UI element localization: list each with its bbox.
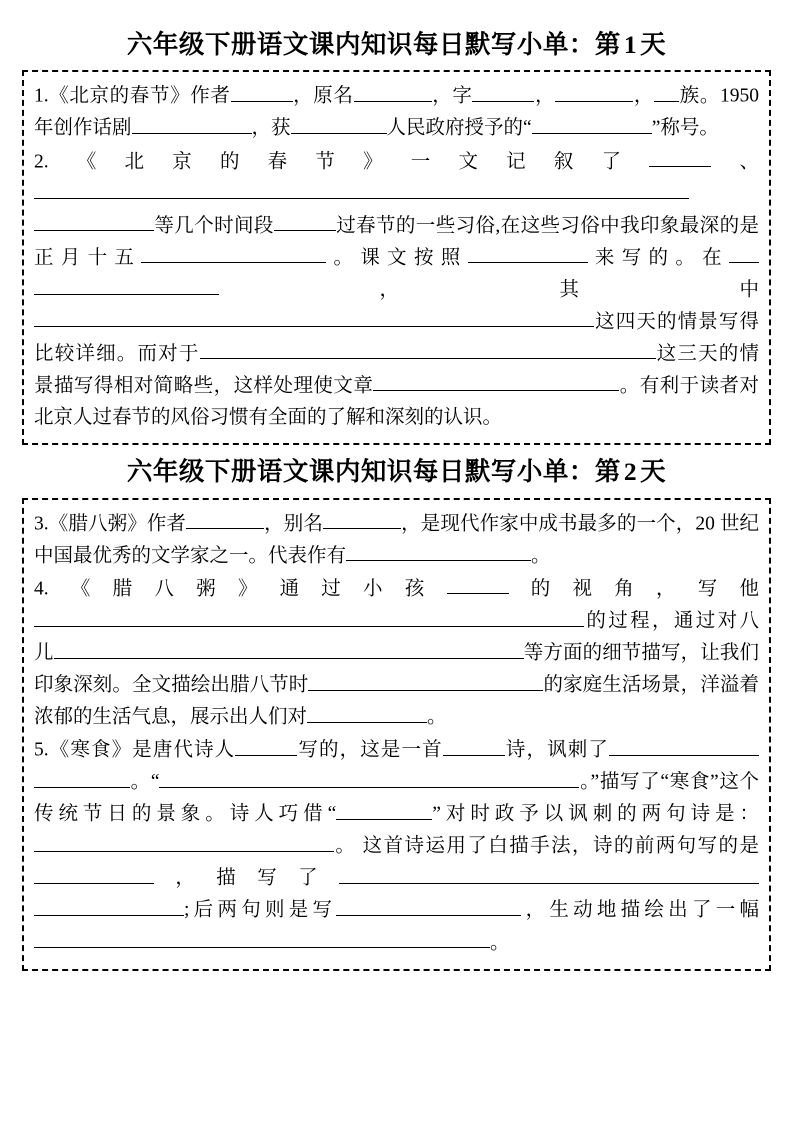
question-2-part-5: 来写的。在 — [587, 247, 729, 269]
blank[interactable] — [235, 734, 297, 755]
section-title-day-suffix: 天 — [640, 457, 667, 487]
blank[interactable] — [34, 766, 130, 787]
blank[interactable] — [654, 80, 679, 101]
section-title-day-label: 第 — [594, 30, 621, 59]
blank[interactable] — [554, 605, 584, 626]
question-2-part-3: 过春节的一些习俗,在这些习俗中我印象最深的是正月十五 — [34, 215, 759, 269]
section-day-1 — [22, 22, 771, 445]
blank[interactable] — [336, 894, 521, 915]
question-5-number: 5. — [34, 739, 49, 761]
question-2-part-1: 、 — [711, 150, 759, 172]
question-5 — [34, 734, 759, 958]
question-2-part-6: ，其中 — [219, 279, 759, 301]
question-3-number: 3. — [34, 513, 49, 535]
blank[interactable] — [34, 830, 334, 851]
blank[interactable] — [373, 370, 523, 391]
blank[interactable] — [132, 112, 252, 133]
blank[interactable] — [443, 734, 505, 755]
question-2-part-4: 。课文按照 — [326, 247, 468, 269]
question-1 — [34, 80, 759, 144]
question-1-part-7: 人民政府授予的“ — [386, 117, 532, 139]
blank[interactable] — [34, 894, 184, 915]
section-title-prefix: 六年级下册语文课内知识每日默写小单： — [126, 457, 595, 487]
question-3-part-1: ，别名 — [264, 513, 324, 535]
blank[interactable] — [141, 242, 326, 263]
section-title-prefix: 六年级下册语文课内知识每日默写小单： — [126, 30, 595, 59]
question-4-part-0: 《腊八粥》通过小孩 — [48, 578, 447, 600]
question-5-part-4: 。”描写了“寒食”这个传统节日的景象。诗人巧借“ — [34, 771, 759, 825]
section-title-day-number: 1 — [623, 30, 638, 59]
blank[interactable] — [34, 306, 594, 327]
blank[interactable] — [468, 242, 588, 263]
section-title-day-suffix: 天 — [640, 30, 667, 59]
question-5-part-2: 诗，讽刺了 — [504, 739, 609, 761]
blank[interactable] — [34, 605, 554, 626]
question-1-part-5: 族。1950 年创作话剧 — [34, 85, 759, 139]
question-1-part-8: ”称号。 — [651, 117, 719, 139]
question-4-part-4: 的家庭生活场景，洋溢着浓郁的生活气息，展示出人们对 — [34, 674, 759, 728]
blank[interactable] — [274, 210, 336, 231]
section-title-day-1 — [22, 22, 771, 70]
question-5-part-8: ;后两句则是写 — [184, 899, 337, 921]
blank[interactable] — [336, 798, 432, 819]
blank[interactable] — [308, 669, 543, 690]
blank[interactable] — [186, 508, 264, 529]
question-1-part-3: ， — [534, 85, 556, 107]
section-title-day-label: 第 — [594, 457, 621, 487]
blank[interactable] — [472, 80, 534, 101]
blank[interactable] — [200, 338, 560, 359]
question-2-part-8: 这三天的情景描写得相对简略些，这样处理使文章 — [34, 343, 759, 397]
question-5-part-6: 。 这首诗运用了白描手法，诗的前两句写的是 — [334, 835, 759, 857]
question-2-part-2: 等几个时间段 — [154, 215, 274, 237]
questions-box-day-1 — [22, 70, 771, 445]
question-5-part-7: ，描写了 — [154, 867, 339, 889]
blank[interactable] — [346, 540, 531, 561]
blank[interactable] — [54, 637, 524, 658]
question-2-part-7: 这四天的情景写得比较详细。而对于 — [34, 311, 759, 365]
question-2-part-0: 《北京的春节》一文记叙了 — [48, 150, 650, 172]
section-title-day-number: 2 — [623, 457, 638, 487]
section-title-day-2 — [22, 449, 771, 497]
question-1-part-4: ， — [633, 85, 655, 107]
blank[interactable] — [34, 274, 219, 295]
blank[interactable] — [609, 734, 759, 755]
question-1-part-2: ，字 — [431, 85, 473, 107]
blank[interactable] — [291, 112, 387, 133]
blank[interactable] — [231, 80, 293, 101]
blank[interactable] — [159, 766, 579, 787]
blank[interactable] — [34, 862, 154, 883]
blank[interactable] — [447, 573, 509, 594]
question-4-part-3: 等方面的细节描写，让我们印象深刻。全文描绘出腊八节时 — [34, 642, 759, 696]
question-5-part-3: 。“ — [130, 771, 160, 793]
question-5-part-0: 《寒食》是唐代诗人 — [48, 739, 236, 761]
question-5-part-1: 写的，这是一首 — [297, 739, 443, 761]
blank[interactable] — [307, 701, 427, 722]
question-5-part-9: ，生动地描绘出了一幅 — [521, 899, 759, 921]
question-2-number: 2. — [34, 150, 49, 172]
blank[interactable] — [560, 338, 656, 359]
question-3 — [34, 508, 759, 572]
question-3-part-0: 《腊八粥》作者 — [48, 513, 187, 535]
question-4-part-5: 。 — [427, 706, 447, 728]
question-5-part-10: 。 — [490, 931, 510, 953]
question-3-part-3: 。 — [531, 545, 551, 567]
blank[interactable] — [34, 927, 130, 948]
question-2-part-9: 。有利于读者对北京人过春节的风俗习惯有全面的了解和深刻的认识。 — [34, 375, 759, 428]
blank[interactable] — [354, 80, 432, 101]
question-1-number: 1. — [34, 85, 49, 107]
blank[interactable] — [729, 242, 759, 263]
blank[interactable] — [34, 210, 154, 231]
question-4 — [34, 573, 759, 733]
question-5-part-5: ”对时政予以讽刺的两句诗是： — [432, 803, 759, 825]
questions-box-day-2 — [22, 498, 771, 971]
blank[interactable] — [555, 80, 633, 101]
blank[interactable] — [339, 862, 759, 883]
question-4-part-1: 的视角，写他 — [508, 578, 759, 600]
blank[interactable] — [34, 178, 689, 199]
blank[interactable] — [649, 146, 711, 167]
blank[interactable] — [523, 370, 619, 391]
question-4-part-2: 的过程，通过对八儿 — [34, 610, 759, 664]
question-1-part-0: 《北京的春节》作者 — [48, 85, 231, 107]
blank[interactable] — [130, 927, 490, 948]
section-day-2 — [22, 449, 771, 970]
blank[interactable] — [532, 112, 652, 133]
question-1-part-1: ，原名 — [292, 85, 354, 107]
question-3-part-2: ，是现代作家中成书最多的一个，20 世纪中国最优秀的文学家之一。代表作有 — [34, 513, 759, 567]
blank[interactable] — [323, 508, 401, 529]
question-4-number: 4. — [34, 578, 49, 600]
question-2 — [34, 146, 759, 434]
question-1-part-6: ，获 — [251, 117, 291, 139]
